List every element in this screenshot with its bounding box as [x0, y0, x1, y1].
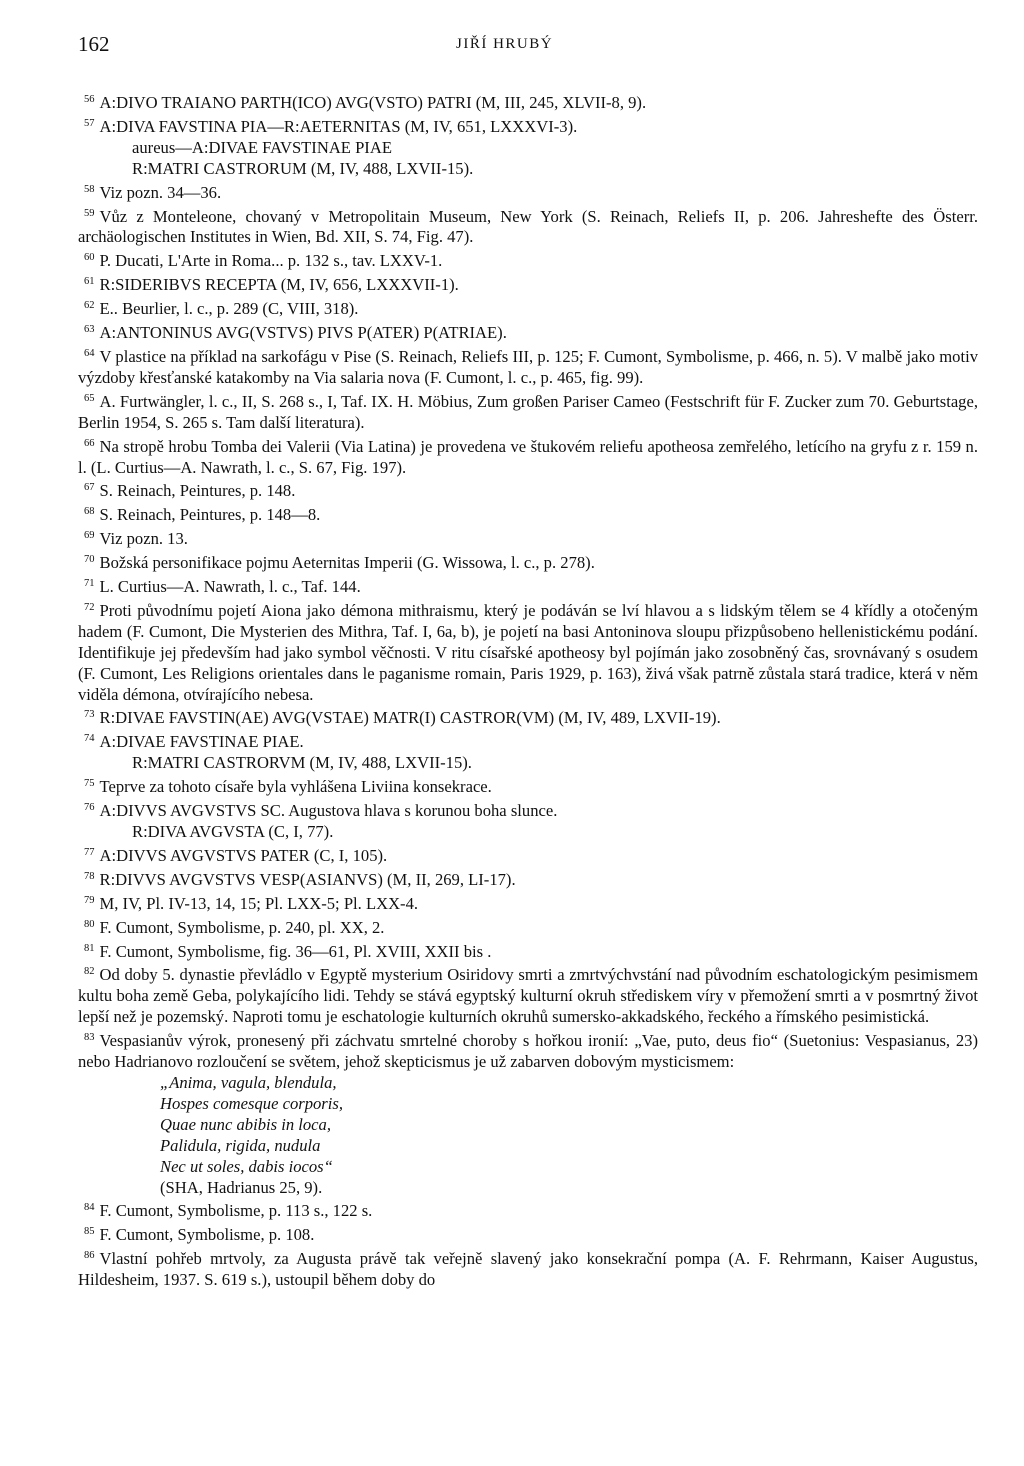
footnote-number: 73 — [84, 709, 95, 721]
footnote-text: E.. Beurlier, l. c., p. 289 (C, VIII, 318). — [99, 299, 359, 319]
footnote-text: M, IV, Pl. IV-13, 14, 15; Pl. LXX-5; Pl. LXX-4. — [99, 893, 419, 913]
footnote-number: 64 — [84, 347, 95, 359]
footnote-text: F. Cumont, Symbolisme, fig. 36—61, Pl. XVIII, XXII bis . — [99, 941, 492, 961]
footnote-86 — [78, 1246, 978, 1291]
footnote-text: A:DIVO TRAIANO PARTH(ICO) AVG(VSTO) PATRI (M, III, 245, XLVII-8, 9). — [99, 93, 647, 112]
footnote-72 — [78, 598, 978, 706]
footnote-text: A:DIVVS AVGVSTVS SC. Augustova hlava s korunou boha slunce. — [99, 801, 558, 821]
footnote-77 — [78, 843, 978, 867]
footnote-number: 82 — [84, 966, 95, 978]
footnote-text: A:ANTONINUS AVG(VSTVS) PIVS P(ATER) P(ATRIAE). — [99, 323, 507, 343]
footnote-text: Viz pozn. 13. — [99, 529, 188, 549]
footnote-64 — [78, 344, 978, 389]
footnote-number: 85 — [84, 1226, 95, 1238]
footnote-number: 83 — [84, 1032, 95, 1044]
footnote-73 — [78, 705, 978, 729]
footnotes — [78, 90, 978, 1291]
footnote-text: R:MATRI CASTRORVM (M, IV, 488, LXVII-15). — [132, 753, 472, 773]
page-number: 162 — [78, 32, 110, 56]
footnote-text: Na stropě hrobu Tomba dei Valerii (Via Latina) je provedena ve štukovém reliefu apotheosa zemřelého, letícího na gryfu z r. 159 n. l. (L. Curtius—A. Nawrath, l. c., S. 67, Fig. 197). — [78, 436, 978, 477]
footnote-continuation — [78, 1178, 978, 1199]
footnote-continuation — [78, 822, 978, 843]
footnote-text: Teprve za tohoto císaře byla vyhlášena Liviina konsekrace. — [99, 777, 492, 797]
footnote-number: 60 — [84, 252, 95, 264]
footnote-text: R:DIVAE FAVSTIN(AE) AVG(VSTAE) MATR(I) CASTROR(VM) (M, IV, 489, LXVII-19). — [99, 708, 721, 728]
page — [78, 0, 978, 1290]
footnote-number: 72 — [84, 601, 95, 613]
footnote-continuation — [78, 1094, 978, 1115]
footnote-number: 74 — [84, 733, 95, 745]
footnote-number: 58 — [84, 183, 95, 195]
footnote-text: Božská personifikace pojmu Aeternitas Imperii (G. Wissowa, l. c., p. 278). — [99, 553, 595, 573]
footnote-text: A:DIVA FAVSTINA PIA—R:AETERNITAS (M, IV, 651, LXXXVI-3). — [99, 116, 578, 136]
footnote-text: A. Furtwängler, l. c., II, S. 268 s., I, Taf. IX. H. Möbius, Zum großen Pariser Cameo (Festschrift für F. Zucker zum 70. Geburtstage, Berlin 1954, S. 265 s. Tam další literatura). — [78, 391, 978, 432]
footnote-70 — [78, 550, 978, 574]
footnote-text: V plastice na příklad na sarkofágu v Pise (S. Reinach, Reliefs III, p. 125; F. Cumont, Symbolisme, p. 466, n. 5). V malbě jako motiv výzdoby křesťanské katakomby na Via salaria nova (F. Cumont, l. c., p. 465, fig. 99). — [78, 346, 978, 387]
footnote-83 — [78, 1028, 978, 1073]
footnote-number: 79 — [84, 894, 95, 906]
footnote-number: 75 — [84, 778, 95, 790]
footnote-text: R:SIDERIBVS RECEPTA (M, IV, 656, LXXXVII-1). — [99, 275, 459, 295]
footnote-text: F. Cumont, Symbolisme, p. 113 s., 122 s. — [99, 1201, 373, 1221]
footnote-58 — [78, 180, 978, 204]
footnote-text: A:DIVAE FAVSTINAE PIAE. — [99, 732, 304, 752]
footnote-text: Quae nunc abibis in loca, — [160, 1114, 331, 1134]
footnote-text: L. Curtius—A. Nawrath, l. c., Taf. 144. — [99, 577, 361, 597]
footnote-number: 77 — [84, 846, 95, 858]
footnote-78 — [78, 867, 978, 891]
footnote-number: 84 — [84, 1202, 95, 1214]
footnote-number: 69 — [84, 530, 95, 542]
footnote-76 — [78, 798, 978, 822]
footnote-text: S. Reinach, Peintures, p. 148. — [99, 481, 296, 501]
footnote-text: F. Cumont, Symbolisme, p. 240, pl. XX, 2. — [99, 917, 385, 937]
footnote-text: R:DIVA AVGVSTA (C, I, 77). — [132, 822, 334, 841]
footnote-number: 80 — [84, 918, 95, 930]
footnote-text: Viz pozn. 34—36. — [99, 182, 222, 202]
footnote-text: Palidula, rigida, nudula — [160, 1135, 321, 1155]
footnote-80 — [78, 915, 978, 939]
footnote-71 — [78, 574, 978, 598]
footnote-85 — [78, 1222, 978, 1246]
footnote-continuation — [78, 138, 978, 159]
footnote-number: 62 — [84, 300, 95, 312]
footnote-continuation — [78, 1073, 978, 1094]
footnote-81 — [78, 939, 978, 963]
footnote-continuation — [78, 1115, 978, 1136]
footnote-79 — [78, 891, 978, 915]
footnote-60 — [78, 248, 978, 272]
footnote-text: Proti původnímu pojetí Aiona jako démona mithraismu, který je podáván se lví hlavou a s lidským tělem se 4 křídly a otočeným hadem (F. Cumont, Die Mysterien des Mithra, Taf. I, 6a, b), je pojetí na basi Antoninova sloupu přizpůsobeno hellenistickému podání. Identifikuje jej především had jako symbol věčnosti. V ritu císařské apotheosy byl pojímán jako zosobněný čas, srovnávaný s osudem (F. Cumont, Les Religions orientales dans le paganisme romain, Paris 1929, p. 163), živá však patrně zůstala stará tradice, která v něm viděla démona, otvírajícího nebesa. — [78, 600, 978, 704]
footnote-number: 86 — [84, 1250, 95, 1262]
footnote-84 — [78, 1198, 978, 1222]
footnote-number: 63 — [84, 324, 95, 336]
footnote-59 — [78, 204, 978, 249]
footnote-continuation — [78, 1136, 978, 1157]
footnote-number: 78 — [84, 870, 95, 882]
footnote-continuation — [78, 159, 978, 180]
page-header — [78, 0, 978, 60]
footnote-number: 81 — [84, 942, 95, 954]
footnote-text: S. Reinach, Peintures, p. 148—8. — [99, 505, 321, 525]
footnote-number: 76 — [84, 802, 95, 814]
footnote-text: Vespasianův výrok, pronesený při záchvatu smrtelné choroby s hořkou ironií: „Vae, puto, deus fio“ (Suetonius: Vespasianus, 23) nebo Hadrianovo rozloučení se světem, jehož skepticismus je už zabarven dobovým mysticismem: — [78, 1031, 978, 1072]
footnote-61 — [78, 272, 978, 296]
footnote-69 — [78, 526, 978, 550]
footnote-number: 59 — [84, 207, 95, 219]
footnote-number: 56 — [84, 94, 95, 105]
footnote-text: Vůz z Monteleone, chovaný v Metropolitain Museum, New York (S. Reinach, Reliefs II, p. 206. Jahreshefte des Österr. archäologischen Institutes in Wien, Bd. XII, S. 74, Fig. 47). — [78, 206, 978, 247]
footnote-number: 70 — [84, 554, 95, 566]
footnote-66 — [78, 434, 978, 479]
footnote-number: 65 — [84, 392, 95, 404]
footnote-number: 67 — [84, 482, 95, 494]
footnote-text: A:DIVVS AVGVSTVS PATER (C, I, 105). — [99, 845, 388, 865]
footnote-65 — [78, 389, 978, 434]
footnote-text: F. Cumont, Symbolisme, p. 108. — [99, 1225, 315, 1245]
footnote-text: Nec ut soles, dabis iocos“ — [160, 1156, 333, 1176]
footnote-number: 57 — [84, 117, 95, 129]
footnote-62 — [78, 296, 978, 320]
footnote-number: 66 — [84, 437, 95, 449]
footnote-text: Vlastní pohřeb mrtvoly, za Augusta právě tak veřejně slavený jako konsekrační pompa (A. F. Rehrmann, Kaiser Augustus, Hildesheim, 1937. S. 619 s.), ustoupil během doby do — [78, 1249, 978, 1290]
footnote-text: aureus—A:DIVAE FAVSTINAE PIAE — [132, 137, 392, 157]
footnote-57 — [78, 114, 978, 138]
footnote-text: „Anima, vagula, blendula, — [160, 1072, 337, 1092]
footnote-continuation — [78, 1157, 978, 1178]
footnote-number: 68 — [84, 506, 95, 518]
footnote-63 — [78, 320, 978, 344]
footnote-text: R:MATRI CASTRORUM (M, IV, 488, LXVII-15). — [132, 158, 474, 178]
footnote-82 — [78, 962, 978, 1028]
footnote-68 — [78, 502, 978, 526]
footnote-67 — [78, 478, 978, 502]
footnote-text: P. Ducati, L'Arte in Roma... p. 132 s., tav. LXXV-1. — [99, 251, 443, 271]
footnote-text: R:DIVVS AVGVSTVS VESP(ASIANVS) (M, II, 269, LI-17). — [99, 869, 516, 889]
footnote-number: 61 — [84, 276, 95, 288]
footnote-text: (SHA, Hadrianus 25, 9). — [160, 1177, 323, 1197]
footnote-continuation — [78, 753, 978, 774]
running-title: JIŘÍ HRUBÝ — [456, 36, 554, 52]
footnote-56 — [78, 90, 978, 114]
footnote-number: 71 — [84, 578, 95, 590]
footnote-text: Od doby 5. dynastie převládlo v Egyptě mysterium Osiridovy smrti a zmrtvýchvstání nad původním eschatologickým pesimismem kultu boha země Geba, polykajícího lidi. Tehdy se stává egyptský kulturní okruh střediskem víry v přemožení smrti a v posmrtný život lepší než je pozemský. Naproti tomu je eschatologie kulturních okruhů sumersko-akkadského, řeckého a římského pesimistická. — [78, 965, 978, 1027]
footnote-74 — [78, 729, 978, 753]
footnote-text: Hospes comesque corporis, — [160, 1093, 343, 1113]
footnote-75 — [78, 774, 978, 798]
